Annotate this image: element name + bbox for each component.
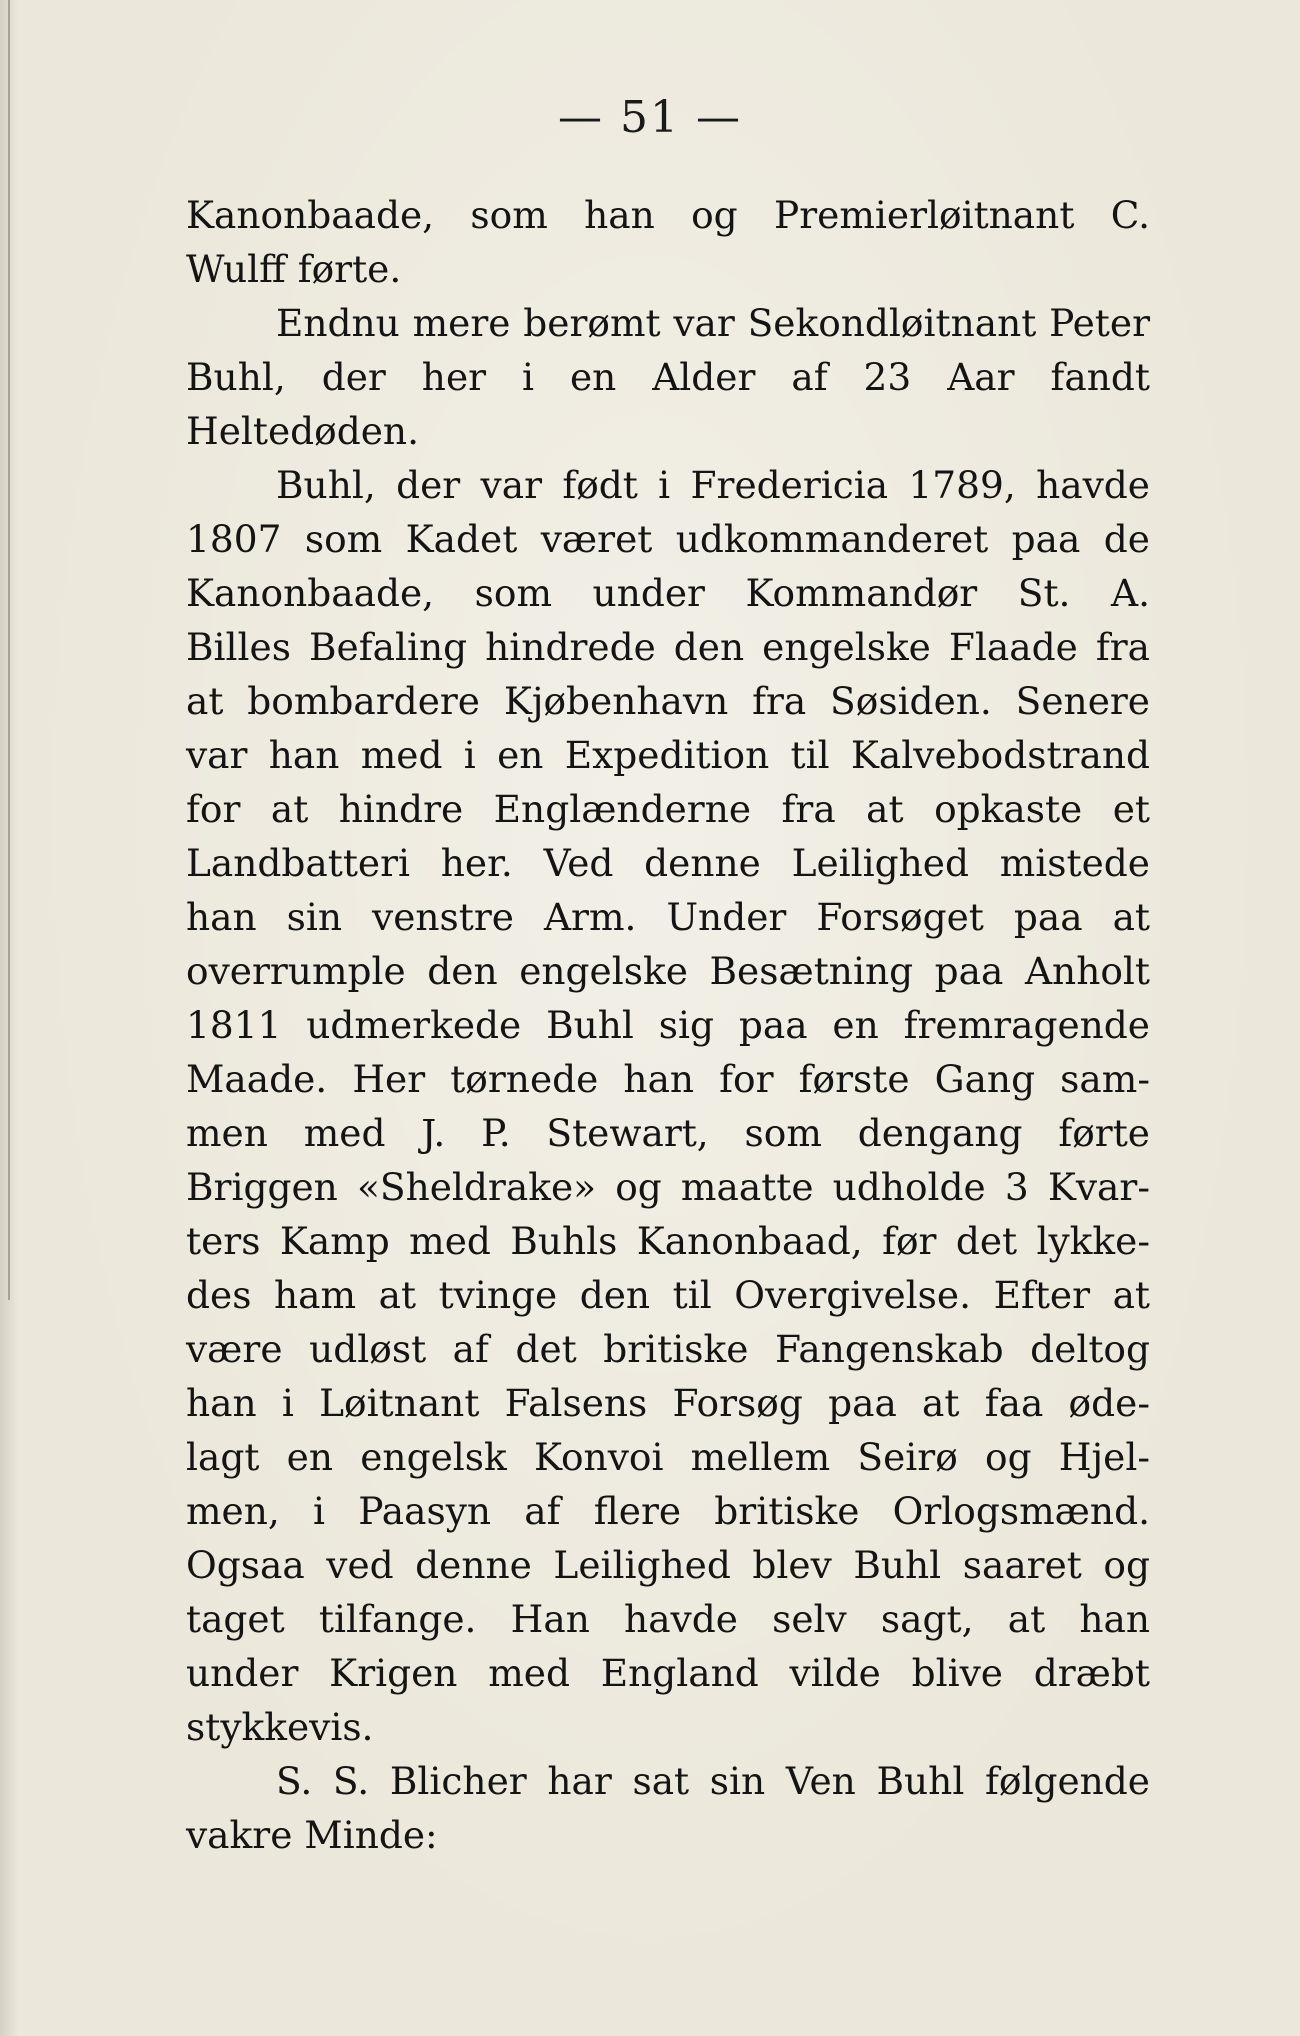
text-line: han sin venstre Arm. Under Forsøget paa at	[186, 895, 1150, 939]
page-edge	[8, 0, 10, 1300]
text-line: overrumple den engelske Besætning paa Anholt	[186, 949, 1150, 993]
text-line: lagt en engelsk Konvoi mellem Seirø og Hjel-	[186, 1435, 1150, 1479]
text-line: Heltedøden.	[186, 409, 420, 453]
text-line: være udløst af det britiske Fangenskab deltog	[186, 1327, 1150, 1371]
text-line: taget tilfange. Han havde selv sagt, at han	[186, 1597, 1150, 1641]
text-line: Ogsaa ved denne Leilighed blev Buhl saaret og	[186, 1543, 1150, 1587]
body-text	[186, 188, 1150, 1862]
text-line: Landbatteri her. Ved denne Leilighed mistede	[186, 841, 1150, 885]
text-line: Maade. Her tørnede han for første Gang sam-	[186, 1057, 1150, 1101]
text-line: under Krigen med England vilde blive dræbt	[186, 1651, 1150, 1695]
text-line: for at hindre Englænderne fra at opkaste et	[186, 787, 1150, 831]
text-line: S. S. Blicher har sat sin Ven Buhl følgende	[276, 1759, 1150, 1803]
text-line: Briggen «Sheldrake» og maatte udholde 3 Kvar-	[186, 1165, 1150, 1209]
text-line: Kanonbaade, som han og Premierløitnant C.	[186, 193, 1150, 237]
text-line: 1811 udmerkede Buhl sig paa en fremragende	[186, 1003, 1150, 1047]
text-line: Kanonbaade, som under Kommandør St. A.	[186, 571, 1150, 615]
text-line: han i Løitnant Falsens Forsøg paa at faa øde-	[186, 1381, 1150, 1425]
text-line: vakre Minde:	[186, 1813, 438, 1857]
text-line: des ham at tvinge den til Overgivelse. Efter at	[186, 1273, 1150, 1317]
text-line: Buhl, der her i en Alder af 23 Aar fandt	[186, 355, 1150, 399]
text-line: 1807 som Kadet været udkommanderet paa de	[186, 517, 1150, 561]
text-line: men med J. P. Stewart, som dengang førte	[186, 1111, 1150, 1155]
text-line: Wulff førte.	[186, 247, 402, 291]
text-line: Buhl, der var født i Fredericia 1789, havde	[276, 463, 1150, 507]
text-line: stykkevis.	[186, 1705, 374, 1749]
text-line: var han med i en Expedition til Kalvebodstrand	[186, 733, 1150, 777]
text-line: men, i Paasyn af flere britiske Orlogsmænd.	[186, 1489, 1150, 1533]
text-line: at bombardere Kjøbenhavn fra Søsiden. Senere	[186, 679, 1150, 723]
text-line: Billes Befaling hindrede den engelske Flaade fra	[186, 625, 1150, 669]
page-number: — 51 —	[558, 92, 742, 143]
text-line: ters Kamp med Buhls Kanonbaad, før det lykke-	[186, 1219, 1150, 1263]
text-line: Endnu mere berømt var Sekondløitnant Peter	[276, 301, 1150, 345]
